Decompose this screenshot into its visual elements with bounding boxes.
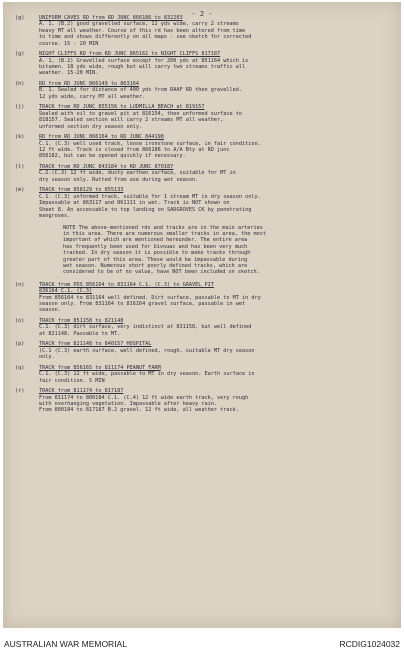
item-heading: UNIFORM CAVES RD from RD JUNC 866186 to 832203	[39, 15, 183, 21]
item-label: (l)	[15, 164, 25, 171]
note-line: in this area. There are numerous smaller tracks in area, the most	[63, 230, 267, 237]
item-line: with overhanging vegetation. Impassable after heavy rain.	[39, 401, 218, 407]
note-line: tracked. In dry season it is possible to make tracks through	[63, 250, 251, 257]
note-block	[15, 225, 389, 276]
item-line: at 821148. Passable to MT.	[39, 330, 121, 337]
item-line: bitumen. 18 yds wide, rough but will carry two streams traffic all	[39, 64, 246, 71]
list-item	[15, 104, 389, 130]
item-line: season only. From 831164 to 816164 gravel surface, passable in wet	[39, 300, 246, 307]
item-label: (g)	[15, 15, 25, 21]
item-line: From 856164 to 831164 well defined. Dirt surface, passable to MT in dry	[39, 294, 261, 301]
item-label: (p)	[15, 341, 25, 348]
note-line: important of which are mentioned hereunder. The entire area	[63, 237, 248, 244]
item-line: Impassable at 863117 and 861111 in wet. Track is NOT shown on	[39, 200, 230, 207]
item-line: C.1. (C.3) well used track, loose ironstone surface, in fair condition.	[39, 140, 261, 147]
item-heading: TRACK from 821148 to 840157 HOSPITAL	[39, 341, 152, 348]
item-line: 12 ft wide. Track is closed from 866186 to A/A Bty at RD junc	[39, 147, 230, 154]
item-line: 12 yds wide, carry MT all weather.	[39, 93, 146, 100]
item-line: heavy MT all weather. Course of this rd has been altered from time	[39, 27, 246, 34]
list-item	[15, 282, 389, 314]
item-label: (n)	[15, 281, 25, 288]
item-heading: TRACK from 851158 to 821148	[39, 317, 124, 324]
item-line: only.	[39, 354, 55, 361]
item-heading: TRACK from PDS 856164 to 831164 C.1. (C.3) to GRAVEL PIT	[39, 281, 214, 288]
item-line: From 800184 to 817187 B.2 gravel. 12 ft wide, all weather track.	[39, 407, 239, 414]
note-line: considered to be of no value, have NOT been included on sketch.	[63, 269, 260, 276]
item-line: weather. 15-20 MIN.	[39, 70, 99, 77]
item-heading: NIGHT CLIFFS RD from RD JUNC 865161 to NIGHT CLIFFS 817187	[39, 51, 221, 58]
item-line: Sheet 8. An accessable to top landing on SADGROVES CK by penetrating	[39, 206, 252, 213]
item-heading: TRACK from 856165 to 811174 PEANUT FARM	[39, 364, 161, 371]
item-label: (m)	[15, 187, 25, 194]
item-label: (q)	[15, 364, 25, 371]
item-heading: RD from RD JUNC 866164 to RD JUNC 844198	[39, 134, 164, 141]
item-line: to time and shows differently on all maps - see sketch for corrected	[39, 34, 252, 41]
item-label: (r)	[15, 388, 25, 395]
item-line: unformed section dry season only.	[39, 123, 143, 130]
document-page	[3, 2, 401, 628]
item-line: C.1. (C.3) unformed track, suitable for 1 stream MT in dry season only.	[39, 193, 261, 200]
item-label: (h)	[15, 81, 25, 88]
item-line: dry season only. Rutted from use during wet season.	[39, 176, 199, 183]
note-line: has frequently been used for bivouac and has been very much	[63, 243, 248, 250]
list-item	[15, 15, 389, 47]
item-line: 850182, but can be opened quickly if necessary.	[39, 153, 186, 160]
item-label: (k)	[15, 134, 25, 141]
note-line: NOTE The above-mentioned rds and tracks are in the main arteries	[63, 224, 263, 231]
item-line: C.2.(C.3) 12 ft wide, dusty earthen surface, suitable for MT in	[39, 170, 236, 177]
list-item	[15, 365, 389, 384]
list-item	[15, 318, 389, 337]
item-line: fair condition. 5 MIN	[39, 377, 105, 384]
item-heading: TRACK from 811174 to 817187	[39, 388, 124, 395]
item-label: (j)	[15, 104, 25, 111]
item-line: course. 15 - 20 MIN	[39, 40, 99, 47]
item-heading: RD from RD JUNC 866149 to 863164	[39, 81, 139, 88]
list-item	[15, 164, 389, 183]
list-item	[15, 187, 389, 219]
item-heading: 836164 C.1. (C.3)	[39, 288, 93, 295]
list-item	[15, 134, 389, 160]
list-item	[15, 51, 389, 77]
item-line: A. 1, (B.2) Gravelled surface except for 200 yds at 851164 which is	[39, 57, 249, 64]
document-body	[15, 15, 389, 414]
item-heading: TRACK from RD JUNC 855156 to LUDMILLA BEACH at 819157	[39, 104, 205, 111]
item-line: mangroves.	[39, 213, 71, 220]
list-item	[15, 341, 389, 360]
item-label: (o)	[15, 317, 25, 324]
footer	[0, 630, 404, 654]
item-line: 818157. Sealed section will carry 2 streams MT all weather,	[39, 117, 224, 124]
item-line: season.	[39, 307, 61, 314]
page-number: - 2 -	[191, 10, 213, 18]
item-line: (C.1 (C.3) earth surface, well defined, rough, suitable MT dry season	[39, 347, 255, 354]
item-heading: TRACK from RD JUNC 843184 to RD JUNC 870187	[39, 164, 174, 171]
list-item	[15, 81, 389, 100]
footer-record-id: RCDIG1024032	[339, 639, 400, 649]
item-line: Sealed with oil to gravel pit at 816154, then unformed surface to	[39, 110, 243, 117]
list-item	[15, 388, 389, 414]
note-line: greater part of this area. These would be impassable during	[63, 256, 248, 263]
item-line: C.1. (C.3) 12 ft wide, passable to MT in dry season. Earth surface in	[39, 371, 255, 378]
footer-source: AUSTRALIAN WAR MEMORIAL	[4, 639, 127, 649]
item-line: A. 1, (B.2) good gravelled surface, 12 yds wide, carry 2 streams	[39, 21, 239, 28]
note-line: wet season. Numerous short poorly defined tracks, which are	[63, 262, 248, 269]
item-line: From 811174 to 800184 C.1. (C.4) 12 ft wide earth track, very rough	[39, 394, 249, 401]
item-line: C.1. (C.3) dirt surface, very indistinct at 831158, but well defined	[39, 324, 252, 331]
item-heading: TRACK from 858129 to 855133	[39, 187, 124, 194]
item-line: B. 1. Sealed for distance of 400 yds from RAAF RD then gravelled.	[39, 87, 243, 94]
item-label: (g)	[15, 51, 25, 58]
